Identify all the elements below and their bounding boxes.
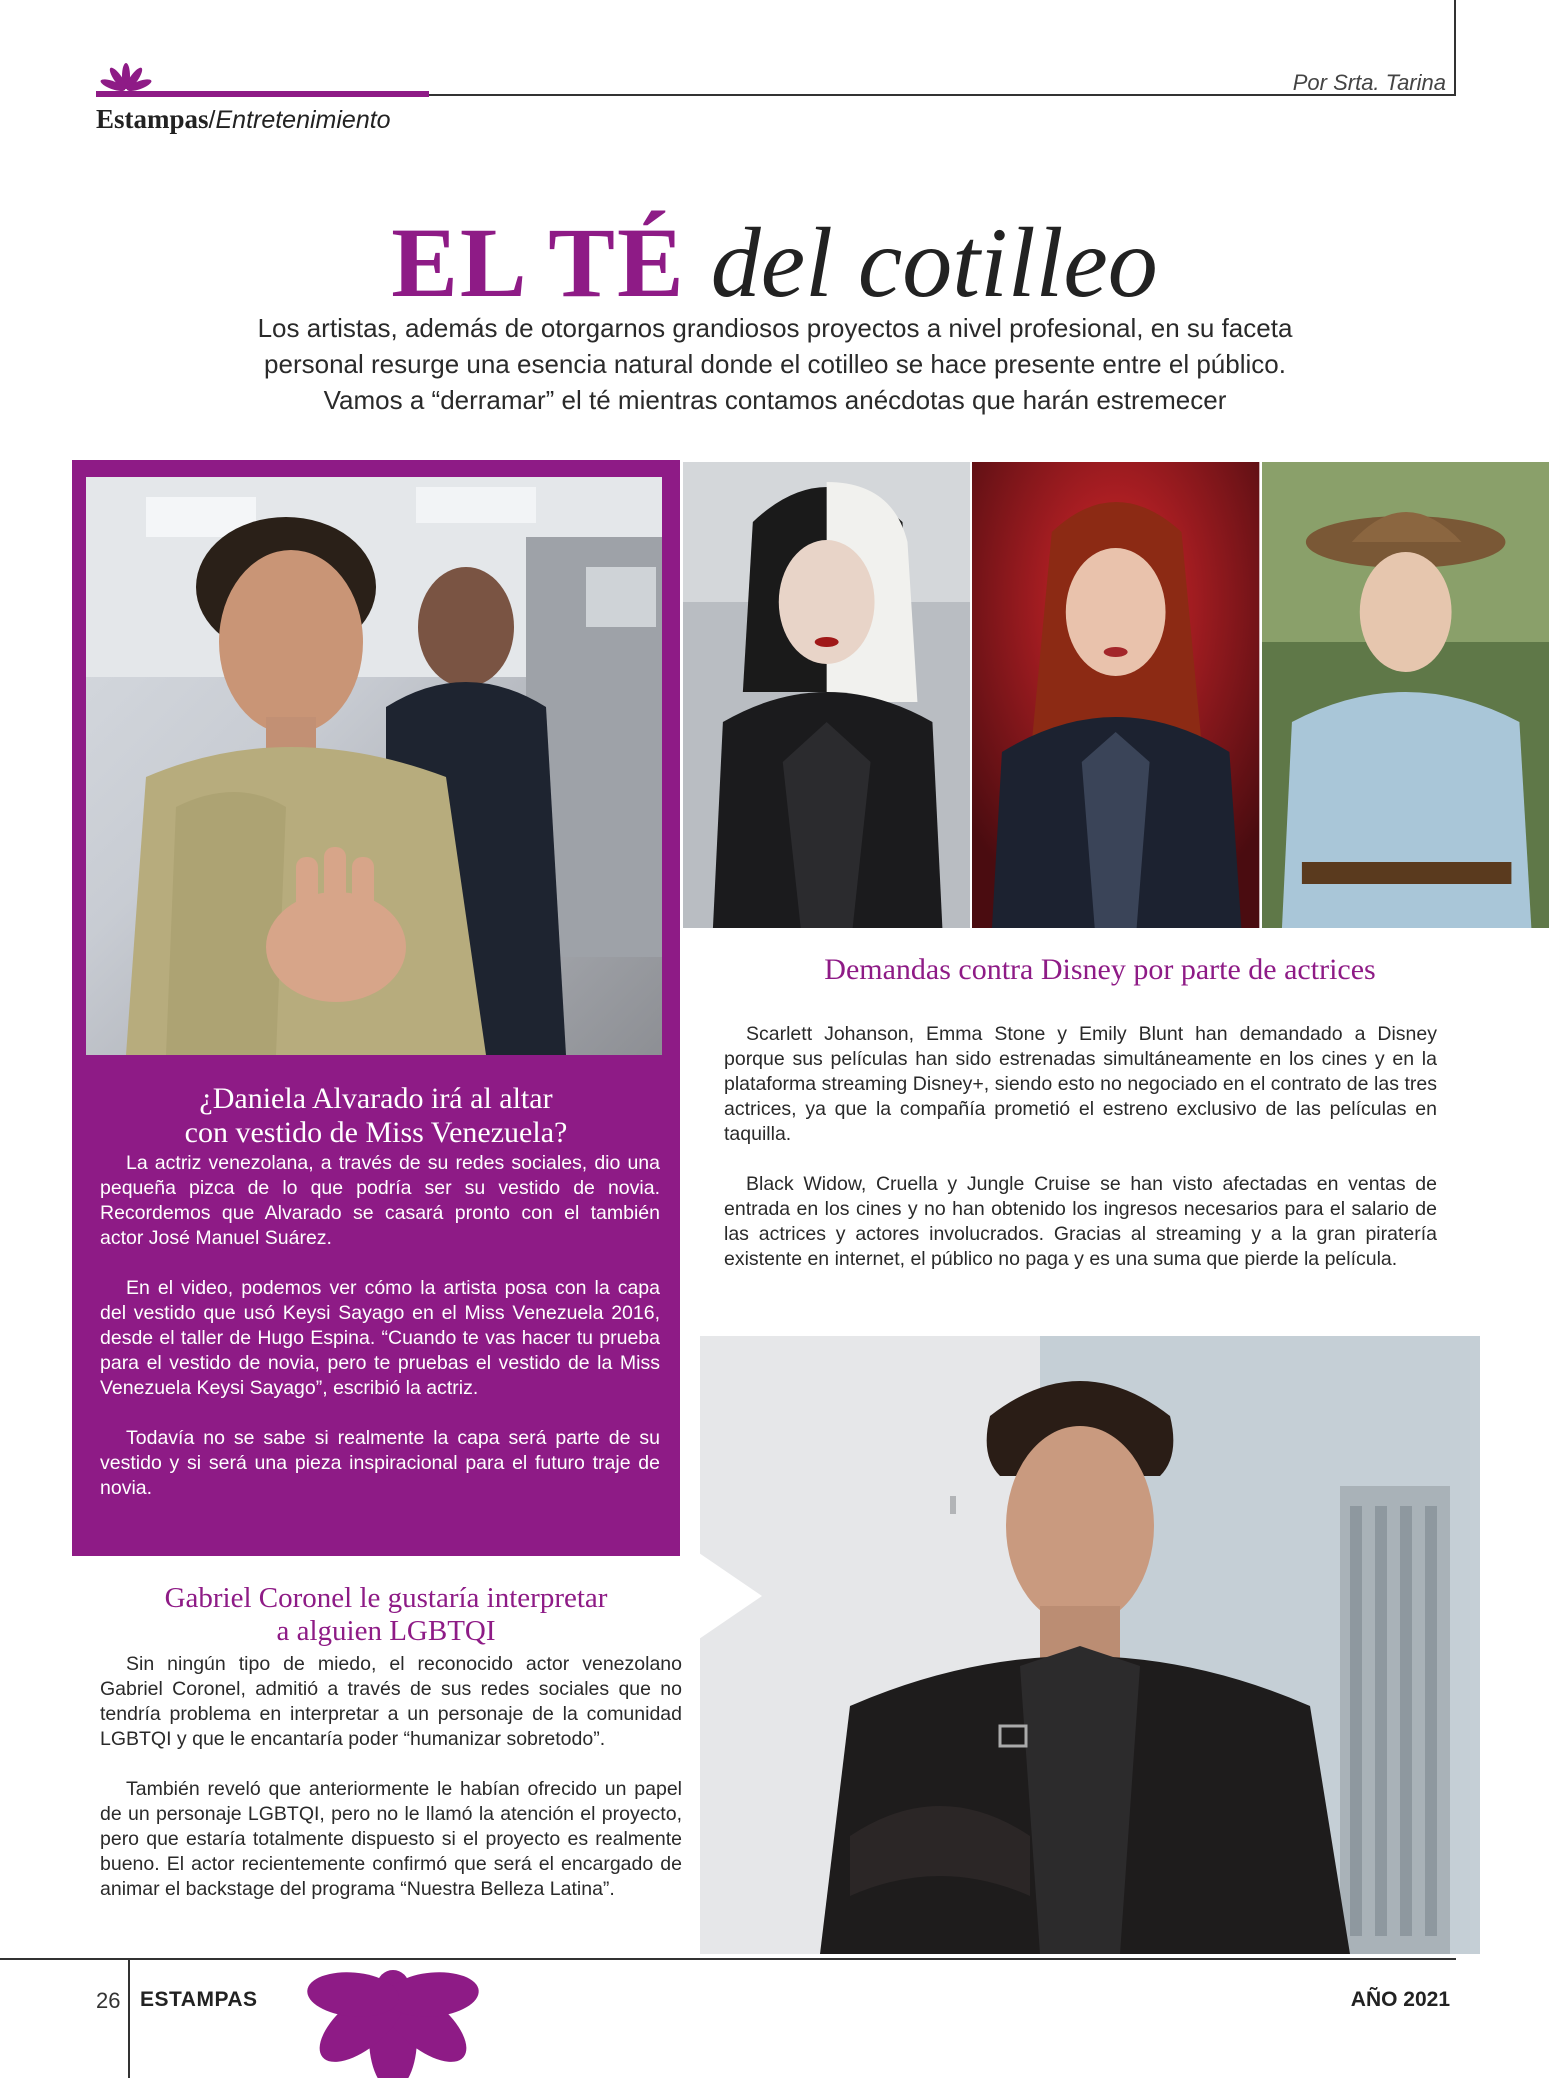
daniela-body: [100, 1151, 660, 1526]
daniela-paragraph-2: En el video, podemos ver cómo la artista posa con la capa del vestido que usó Keysi Sayago en el Miss Venezuela 2016, desde el taller de Hugo Espina. “Cuando te vas hacer tu prueba para el vestido de novia, pero te pruebas el vestido de la Miss Venezuela Keysi Sayago”, escribió la actriz.: [100, 1277, 660, 1399]
deck-intro: Los artistas, además de otorgarnos grandiosos proyectos a nivel profesional, en su faceta personal resurge una esencia natural donde el cotilleo se hace presente entre el público. Vamos a “derramar” el té mientras contamos anécdotas que harán estremecer: [257, 313, 1293, 415]
section-separator: /: [208, 106, 216, 134]
gabriel-photo-illustration: [700, 1336, 1480, 1954]
daniela-headline: [100, 1082, 652, 1150]
header-vertical-rule: [1454, 0, 1456, 96]
actresses-photo-strip: [683, 462, 1549, 928]
disney-headline: Demandas contra Disney por parte de actrices: [824, 953, 1376, 986]
daniela-headline-line-2: con vestido de Miss Venezuela?: [184, 1116, 568, 1149]
footer-rule: [0, 1958, 1456, 1960]
jungle-cruise-illustration: [1262, 462, 1549, 928]
section-brand: Estampas: [96, 104, 209, 134]
flower-logo-icon: [96, 60, 156, 94]
disney-body: [724, 1022, 1437, 1297]
daniela-photo: [86, 477, 662, 1055]
gabriel-paragraph-1: Sin ningún tipo de miedo, el reconocido actor venezolano Gabriel Coronel, admitió a través de sus redes sociales que no tendría problema en interpretar a un personaje de la comunidad LGBTQI y que le encantaría poder “humanizar sobretodo”.: [100, 1653, 682, 1750]
disney-paragraph-2: Black Widow, Cruella y Jungle Cruise se han visto afectadas en ventas de entrada en los cines y no han obtenido los ingresos necesarios para el salario de las actrices y actores involucrados. Gracias al streaming y a la gran piratería existente en internet, el público no paga y es una suma que pierde la película.: [724, 1173, 1437, 1270]
gabriel-photo: [700, 1336, 1480, 1954]
title-part-2: del cotilleo: [710, 207, 1158, 318]
cruella-illustration: [683, 462, 970, 928]
daniela-paragraph-3: Todavía no se sabe si realmente la capa será parte de su vestido y si será una pieza inspiracional para el futuro traje de novia.: [100, 1427, 660, 1499]
disney-paragraph-1: Scarlett Johanson, Emma Stone y Emily Blunt han demandado a Disney porque sus películas han sido estrenadas simultáneamente en los cines y en la plataforma streaming Disney+, siendo esto no negociado en el contrato de las tres actrices, ya que la compañía prometió el estreno exclusivo de las películas en taquilla.: [724, 1023, 1437, 1145]
footer-year: AÑO 2021: [1350, 1988, 1450, 2011]
daniela-photo-illustration: [86, 477, 662, 1055]
daniela-headline-line-1: ¿Daniela Alvarado irá al altar: [199, 1082, 553, 1115]
section-name: Entretenimiento: [215, 106, 391, 134]
gabriel-paragraph-2: También reveló que anteriormente le habían ofrecido un papel de un personaje LGBTQI, pero no le llamó la atención el proyecto, pero que estaría totalmente dispuesto si el proyecto es realmente bueno. El actor recientemente confirmó que será el encargado de animar el backstage del programa “Nuestra Belleza Latina”.: [100, 1778, 682, 1900]
gabriel-body: [100, 1652, 682, 1927]
section-label: [96, 104, 391, 135]
gabriel-headline-line-2: a alguien LGBTQI: [276, 1615, 496, 1647]
page-title: [0, 208, 1549, 318]
title-part-1: EL TÉ: [391, 207, 686, 318]
gabriel-headline-line-1: Gabriel Coronel le gustaría interpretar: [164, 1582, 608, 1614]
photo-black-widow: [972, 462, 1259, 928]
section-accent-bar: [96, 91, 429, 97]
footer-brand: ESTAMPAS: [140, 1988, 258, 2011]
byline: Por Srta. Tarina: [1292, 70, 1446, 95]
flower-decoration-icon: [278, 1958, 508, 2078]
photo-notch: [680, 1540, 762, 1652]
page-number: 26: [96, 1988, 121, 2013]
photo-jungle-cruise: [1262, 462, 1549, 928]
black-widow-illustration: [972, 462, 1259, 928]
daniela-paragraph-1: La actriz venezolana, a través de su redes sociales, dio una pequeña pizca de lo que podría ser su vestido de novia. Recordemos que Alvarado se casará pronto con el también actor José Manuel Suárez.: [100, 1152, 660, 1249]
photo-cruella: [683, 462, 970, 928]
gabriel-headline: [96, 1582, 676, 1648]
footer-vertical-rule: [128, 1958, 130, 2078]
